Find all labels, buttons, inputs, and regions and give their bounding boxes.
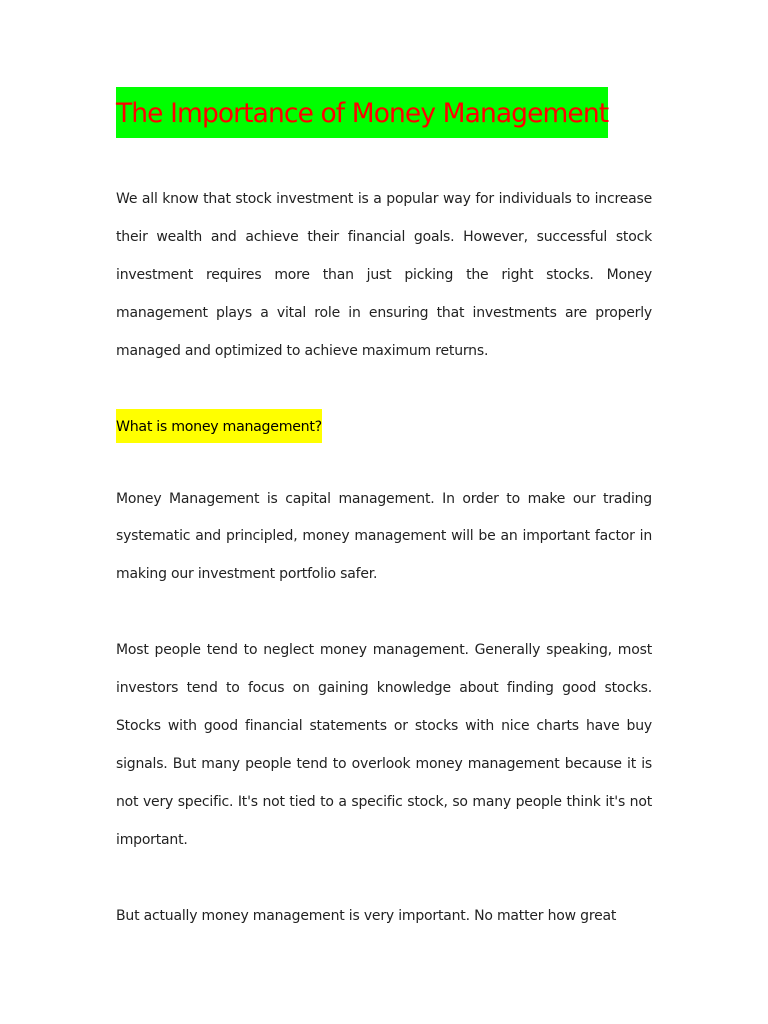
neglect-paragraph: Most people tend to neglect money management. Generally speaking, most investors tend to focus on gaining knowledge about finding good stocks. Stocks with good financial statements or stocks with nice charts have buy signals. But many people tend to overlook money management because it is not very specific. It's not tied to a specific stock, so many people think it's not important. bbox=[116, 642, 652, 848]
definition-paragraph: Money Management is capital management. In order to make our trading systematic and principled, money management will be an important factor in making our investment portfolio safer. bbox=[116, 490, 652, 583]
section-heading: What is money management? bbox=[116, 418, 322, 435]
intro-paragraph: We all know that stock investment is a popular way for individuals to increase their wealth and achieve their financial goals. However, successful stock investment requires more than just picking the right stocks. Money management plays a vital role in ensuring that investments are properly managed and optimized to achieve maximum returns. bbox=[116, 191, 652, 359]
document-title: The Importance of Money Management bbox=[116, 98, 609, 129]
section-heading-highlight bbox=[116, 409, 322, 443]
title-highlight bbox=[116, 87, 608, 138]
importance-paragraph: But actually money management is very important. No matter how great bbox=[116, 907, 617, 924]
document-page bbox=[116, 0, 652, 936]
